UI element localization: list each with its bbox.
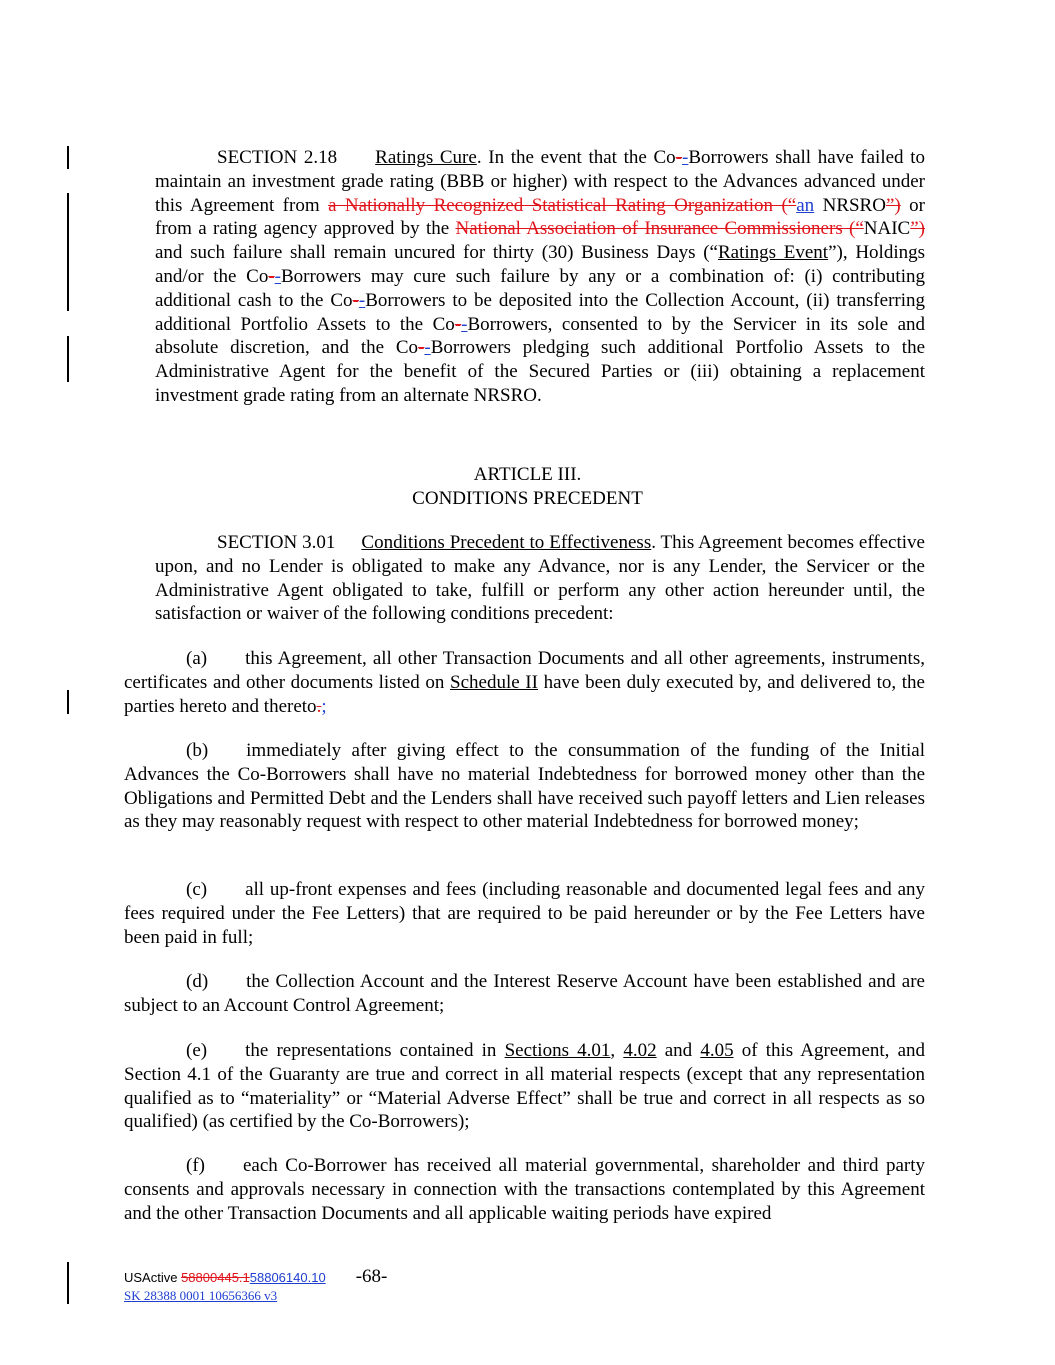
item-label: (d): [186, 971, 209, 992]
condition-f: (f) each Co-Borrower has received all material governmental, shareholder and third party consents and approvals necessary in connection with the transactions contemplated by this Agreement and the other Transaction Documents and all applicable waiting periods have expired: [124, 1155, 925, 1224]
section-reference: 4.02: [623, 1040, 657, 1061]
section-title: Conditions Precedent to Effectiveness: [361, 532, 652, 553]
deleted-text: -: [675, 147, 682, 168]
change-bar: [67, 1262, 69, 1304]
change-bar: [67, 336, 69, 382]
inserted-text: an: [796, 194, 815, 216]
item-label: (e): [186, 1040, 208, 1061]
section-reference: 4.05: [700, 1040, 734, 1061]
inserted-text: ;: [321, 695, 327, 717]
deleted-text: .: [316, 695, 322, 717]
deleted-text: a Nationally Recognized Statistical Rating Organization (“: [328, 194, 797, 216]
footer-doc-id: USActive 58800445.158806140.10 -68-: [124, 1266, 388, 1287]
item-label: (c): [186, 879, 208, 900]
item-label: (a): [186, 648, 208, 669]
deleted-text: ”): [885, 194, 901, 216]
condition-b: (b) immediately after giving effect to the consummation of the funding of the Initial Advances the Co-Borrowers shall have no material Indebtedness for borrowed money other than the Obligations and Permitted Debt and the Lenders shall have received such payoff letters and Lien releases as they may reasonably request with respect to other material Indebtedness for borrowed money;: [124, 740, 925, 833]
defined-term: Ratings Event: [717, 242, 829, 264]
inserted-text: -: [461, 313, 468, 335]
inserted-text: -: [274, 265, 281, 287]
section-3-01: SECTION 3.01 Conditions Precedent to Effectiveness. This Agreement becomes effective upon, and no Lender is obligated to make any Advance, nor is any Lender, the Servicer or the Administrative Agent obligated to take, fulfill or perform any other action hereunder until, the satisfaction or waiver of the following conditions precedent:: [155, 532, 925, 625]
deleted-text: -: [418, 337, 425, 359]
footer-reference: SK 28388 0001 10656366 v3: [124, 1288, 278, 1303]
item-label: (b): [186, 740, 209, 761]
condition-d: (d) the Collection Account and the Interest Reserve Account have been established and are subject to an Account Control Agreement;: [124, 971, 925, 1016]
inserted-text: -: [682, 147, 689, 168]
condition-c: (c) all up-front expenses and fees (including reasonable and documented legal fees and any fees required under the Fee Letters) that are required to be paid hereunder or by the Fee Letters have been paid in full;: [124, 879, 925, 948]
deleted-text: -: [352, 289, 359, 311]
section-heading: SECTION 3.01: [217, 532, 336, 553]
inserted-doc-number: 58806140.10: [249, 1270, 326, 1285]
section-2-18: SECTION 2.18 Ratings Cure. In the event that the Co--Borrowers shall have failed to maintain an investment grade rating (BBB or higher) with respect to the Advances advanced under this Agreement from a Nationally Recognized Statistical Rating Organization (“an NRSRO”) or from a rating agency approved by the National Association of Insurance Commissioners (“NAIC”) and such failure shall remain uncured for thirty (30) Business Days (“Ratings Event”), Holdings and/or the Co--Borrowers may cure such failure by any or a combination of: (i) contributing additional cash to the Co--Borrowers to be deposited into the Collection Account, (ii) transferring additional Portfolio Assets to the Co--Borrowers, consented to by the Servicer in its sole and absolute discretion, and the Co--Borrowers pledging such additional Portfolio Assets to the Administrative Agent for the benefit of the Secured Parties or (iii) obtaining a replacement investment grade rating from an alternate NRSRO.: [155, 147, 926, 406]
schedule-reference: Schedule II: [450, 671, 538, 693]
change-bar: [67, 146, 69, 169]
item-label: (f): [186, 1155, 205, 1176]
article-number: ARTICLE III.: [473, 464, 582, 485]
article-title: CONDITIONS PRECEDENT: [412, 488, 643, 509]
page-number: -68-: [355, 1266, 388, 1287]
change-bar: [67, 690, 69, 714]
deleted-doc-number: 58800445.1: [181, 1270, 250, 1285]
section-title: Ratings Cure: [375, 147, 477, 168]
section-reference: Sections 4.01: [504, 1040, 611, 1061]
deleted-text: ”): [910, 218, 925, 240]
section-heading: SECTION 2.18: [217, 147, 338, 168]
deleted-text: National Association of Insurance Commissioners (“: [455, 218, 864, 240]
inserted-text: -: [424, 337, 431, 359]
condition-a: (a) this Agreement, all other Transaction Documents and all other agreements, instruments, certificates and other documents listed on Schedule II have been duly executed by, and delivered to, the parties hereto and thereto.;: [124, 648, 925, 717]
change-bar: [67, 193, 69, 311]
deleted-text: -: [268, 265, 275, 287]
condition-e: (e) the representations contained in Sections 4.01, 4.02 and 4.05 of this Agreement, and Section 4.1 of the Guaranty are true and correct in all material respects (except that any representation qualified as to “materiality” or “Material Adverse Effect” shall be true and correct in all respects as so qualified) (as certified by the Co-Borrowers);: [124, 1040, 926, 1133]
deleted-text: -: [454, 313, 462, 335]
inserted-text: -: [358, 289, 366, 311]
